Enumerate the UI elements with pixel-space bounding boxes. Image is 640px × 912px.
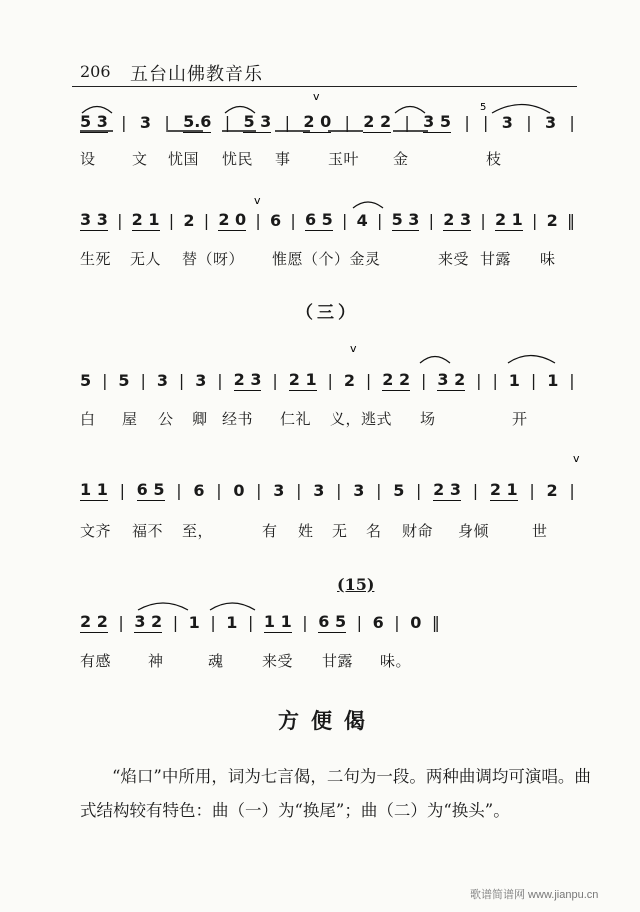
barline: | (532, 211, 538, 230)
barline: | (480, 211, 486, 230)
note: 2 3 (433, 480, 461, 499)
lyric: 福不 (132, 522, 164, 540)
lyric: 有 (262, 522, 278, 540)
note: 3 2 (437, 370, 466, 389)
lyric: 来受 (262, 652, 294, 670)
lyric: 财命 (402, 522, 434, 540)
barline: | (476, 371, 482, 390)
note: 3 (313, 481, 325, 500)
note: 2 (343, 371, 355, 390)
lyric: 神 (148, 652, 164, 670)
note: 3 2 (134, 612, 163, 631)
lyric: 身倾 (458, 522, 490, 540)
barline: | (247, 613, 254, 632)
note: 2 1 (494, 210, 523, 229)
barline: | (394, 613, 400, 632)
barline: | (172, 613, 179, 632)
note: 5 (393, 481, 405, 500)
svg-text:v: v (350, 342, 357, 355)
barline: | (296, 481, 302, 500)
note: 2 1 (131, 210, 160, 229)
annotation-number: (15) (337, 575, 375, 594)
note: 5 3 (243, 112, 272, 131)
barline: | (421, 371, 427, 390)
lyric: 开 (512, 410, 528, 428)
barline: | (140, 371, 146, 390)
lyric: 场 (420, 410, 436, 428)
lyric: 有感 (80, 652, 112, 670)
note: 3 (501, 113, 513, 132)
note: 4 (356, 211, 368, 230)
note: 6 5 (318, 612, 347, 631)
svg-text:v: v (254, 194, 261, 207)
note: 2 0 (303, 112, 332, 131)
note: 2 (546, 211, 558, 230)
note: 3 (544, 113, 557, 132)
barline: | (356, 613, 363, 632)
note: 3 3 (80, 210, 108, 229)
barline: | (224, 113, 231, 132)
lyric: 文 (132, 150, 148, 168)
note: 2 2 (363, 112, 392, 131)
note: 3 (273, 481, 285, 500)
svg-text:v: v (573, 452, 580, 465)
barline: | (569, 481, 575, 500)
note: 2 0 (218, 210, 247, 229)
note: 2 1 (489, 480, 518, 499)
barline: | (472, 481, 479, 500)
barline: ‖ (431, 613, 440, 632)
note: 3 (195, 371, 207, 390)
note: 5 (80, 371, 92, 390)
barline: ‖ (566, 211, 575, 230)
barline: | (216, 481, 222, 500)
lyric: 玉叶 (328, 150, 360, 168)
lyric: 味。 (380, 652, 412, 670)
lyric: 世 (532, 522, 548, 540)
lyric: 忧民 (222, 150, 254, 168)
lyric: 生死 (80, 250, 112, 268)
description-text: “焰口”中所用，词为七言偈，二句为一段。两种曲调均可演唱。曲式结构较有特色：曲（一）为“换尾”；曲（二）为“换头”。 (80, 767, 591, 820)
barline: | (428, 211, 435, 230)
barline: | (376, 211, 383, 230)
section-heading-three: （三） (296, 303, 359, 323)
barline: | (164, 113, 170, 132)
lyric: 替（呀） (182, 250, 245, 268)
barline: | (119, 481, 125, 500)
barline: | (272, 371, 278, 390)
barline: | (302, 613, 308, 632)
lyric: 公 (158, 410, 174, 428)
note: 1 1 (80, 480, 108, 499)
lyric: 甘露 (480, 250, 512, 268)
note: 2 (183, 211, 195, 230)
note: 2 (546, 481, 558, 500)
section-title: 方便偈 (278, 708, 377, 733)
note: 5 3 (80, 112, 108, 131)
barline: | (344, 113, 350, 132)
lyric: 至， (182, 522, 214, 540)
barline: | (569, 371, 575, 390)
note: 0 (233, 481, 245, 500)
barline: | (376, 481, 382, 500)
lyric: 味 (540, 250, 556, 268)
lyric: 白 (80, 410, 96, 428)
note: 2 3 (233, 370, 262, 389)
barline: | (529, 481, 535, 500)
note: 2 2 (382, 370, 411, 389)
note: 0 (410, 613, 422, 632)
lyric: 事 (275, 150, 291, 168)
lyric: 义，逃式 (330, 410, 393, 428)
barline: | (365, 371, 372, 390)
note: 6 5 (136, 480, 165, 499)
lyric: 忧国 (168, 150, 200, 168)
barline: | (118, 613, 124, 632)
barline: | (117, 211, 123, 230)
barline: | (526, 113, 532, 132)
barline: | (416, 481, 422, 500)
barline: | (168, 211, 175, 230)
barline: | (217, 371, 223, 390)
barline: | (569, 113, 575, 132)
note: 1 (188, 613, 200, 632)
note: 5 3 (391, 210, 420, 229)
lyric: 屋 (122, 410, 138, 428)
barline: | (336, 481, 342, 500)
note: 6 (372, 613, 384, 632)
note: 5 (118, 371, 130, 390)
lyric: 无 (332, 522, 348, 540)
barline: | (102, 371, 108, 390)
barline: | (284, 113, 291, 132)
barline: | (255, 211, 261, 230)
lyric: 枝 (486, 150, 502, 168)
note: 3 (156, 371, 168, 390)
lyric: 魂 (208, 652, 224, 670)
lyric: 文齐 (80, 522, 112, 540)
barline: | (290, 211, 296, 230)
barline: | (178, 371, 185, 390)
note: 2 2 (80, 612, 108, 631)
lyric: 设 (80, 150, 96, 168)
note: 2 1 (288, 370, 317, 389)
note: 1 (547, 371, 559, 390)
barline: | (404, 113, 410, 132)
note: 6 5 (304, 210, 333, 229)
barline: | (121, 113, 127, 132)
barline: | (210, 613, 216, 632)
note: 6 (193, 481, 205, 500)
note: 1 (226, 613, 238, 632)
note: 5.6 (183, 112, 212, 131)
barline: | (464, 113, 470, 132)
barline: | (203, 211, 210, 230)
lyric: 惟愿（个）金灵 (272, 250, 381, 268)
lyric: 名 (366, 522, 382, 540)
page-number: 206 (80, 62, 111, 81)
lyric: 仁礼 (280, 410, 312, 428)
lyric: 来受 (438, 250, 470, 268)
barline: | (327, 371, 333, 390)
barline: | (342, 211, 348, 230)
barline: | (176, 481, 182, 500)
note: 3 (139, 113, 152, 132)
lyric: 金 (393, 150, 409, 168)
barline: | (492, 371, 498, 390)
lyric: 甘露 (322, 652, 354, 670)
barline: | (483, 113, 489, 132)
note: 2 3 (443, 210, 472, 229)
note: 1 (508, 371, 520, 390)
svg-text:5: 5 (480, 102, 487, 113)
note: 1 1 (263, 612, 292, 631)
note: 6 (269, 211, 282, 230)
description-paragraph (80, 760, 600, 828)
lyric: 经书 (222, 410, 254, 428)
barline: | (256, 481, 262, 500)
watermark: 歌谱简谱网 www.jianpu.cn (470, 889, 599, 901)
book-title: 五台山佛教音乐 (130, 64, 263, 85)
lyric: 姓 (298, 522, 314, 540)
lyric: 卿 (192, 410, 208, 428)
svg-text:v: v (313, 90, 320, 103)
lyric: 无人 (130, 250, 162, 268)
barline: | (530, 371, 537, 390)
note: 3 5 (423, 112, 451, 131)
note: 3 (353, 481, 365, 500)
